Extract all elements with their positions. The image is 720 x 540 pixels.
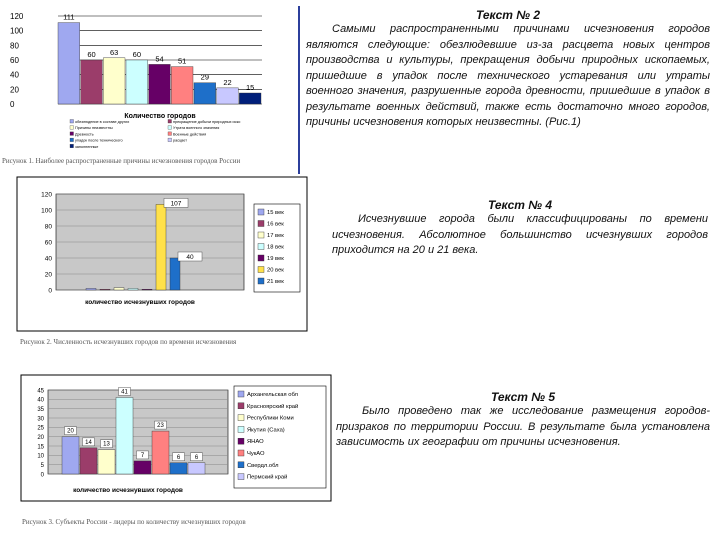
y-tick-label: 25 xyxy=(37,425,44,432)
figure-3 xyxy=(20,374,332,502)
y-tick-label: 80 xyxy=(44,223,52,231)
bar xyxy=(128,288,138,290)
figure-1 xyxy=(0,0,300,162)
caption-1: Рисунок 1. Наиболее распространенные причины исчезновения городов России xyxy=(2,157,241,165)
legend-label: 20 век xyxy=(267,267,284,274)
y-tick-label: 5 xyxy=(40,462,44,469)
y-tick-label: 20 xyxy=(44,271,52,279)
data-label: 23 xyxy=(157,423,164,430)
legend-swatch xyxy=(168,126,172,130)
bar xyxy=(134,461,151,474)
legend-swatch xyxy=(258,221,264,227)
legend-swatch xyxy=(238,438,244,444)
legend-swatch xyxy=(238,415,244,421)
bar xyxy=(188,463,205,474)
bar xyxy=(152,431,169,474)
legend-swatch xyxy=(238,462,244,468)
bar xyxy=(80,448,97,474)
y-tick-label: 0 xyxy=(10,100,15,109)
chart-2 xyxy=(16,176,308,332)
y-tick-label: 120 xyxy=(10,12,24,21)
data-label: 40 xyxy=(186,254,194,261)
legend-swatch xyxy=(238,450,244,456)
figure-2 xyxy=(16,176,308,332)
data-label: 107 xyxy=(170,200,182,208)
y-tick-label: 60 xyxy=(10,56,19,65)
legend-label: заполненные xyxy=(75,144,99,149)
text-2-body: Самыми распространенными причинами исчезновения городов являются следующие: обезлюдевшие из-за расцвета новых центров производства и культуры, прекращения добычи природных ископаемых, пришедшие в упадок после технического устаревания или утраты военного значения, разрушенные города древности, пришедшие в упадок в результате военных действий, также есть достаточно много городов, причины исчезновения которых неизвестны. (Рис.1) xyxy=(306,23,710,128)
bar xyxy=(217,88,239,104)
legend-label: Республики Коми xyxy=(247,415,294,422)
chart-1 xyxy=(0,0,300,162)
legend-swatch xyxy=(258,232,264,238)
legend-swatch xyxy=(70,126,74,130)
legend-label: Свердл.обл xyxy=(247,462,279,469)
y-tick-label: 40 xyxy=(37,397,44,404)
data-label: 13 xyxy=(103,441,110,448)
data-label: 6 xyxy=(194,454,199,461)
legend-label: 19 век xyxy=(267,256,284,262)
legend-label: 21 век xyxy=(267,279,284,285)
legend-label: Военные действия xyxy=(173,132,207,137)
y-tick-label: 10 xyxy=(37,453,44,460)
legend-frame xyxy=(234,386,326,488)
caption-3: Рисунок 3. Субъекты России - лидеры по количеству исчезнувших городов xyxy=(22,518,246,526)
y-tick-label: 100 xyxy=(41,207,52,215)
legend-swatch xyxy=(70,120,74,124)
legend-swatch xyxy=(70,138,74,142)
legend-label: ЧукАО xyxy=(247,451,265,457)
legend-label: обезлюдение в составе других xyxy=(75,120,130,124)
bar xyxy=(239,93,261,104)
legend-swatch xyxy=(258,209,264,215)
y-tick-label: 40 xyxy=(44,255,52,263)
text-4-title: Текст № 4 xyxy=(487,198,553,212)
bar xyxy=(114,288,124,290)
text-4-body: Исчезнувшие города были классифицированы по времени исчезновения. Абсолютное большинство исчезнувших городов приходится на 20 и 21 века. xyxy=(332,213,708,256)
legend-swatch xyxy=(168,132,172,136)
x-axis-title: количество исчезнувших городов xyxy=(85,299,195,306)
legend-swatch xyxy=(238,403,244,409)
legend-label: 18 век xyxy=(267,244,284,251)
text-2-title: Текст № 2 xyxy=(475,8,541,22)
y-tick-label: 0 xyxy=(40,472,44,479)
legend-label: Пермский край xyxy=(247,474,288,481)
bar xyxy=(86,288,96,290)
bar xyxy=(58,23,80,104)
y-tick-label: 120 xyxy=(41,191,52,199)
y-tick-label: 40 xyxy=(10,70,19,80)
y-tick-label: 45 xyxy=(37,388,44,395)
legend-swatch xyxy=(258,244,264,250)
legend-label: упадок после технического xyxy=(75,138,123,143)
legend-label: Утрата военного значения xyxy=(173,126,220,131)
y-tick-label: 80 xyxy=(10,41,19,51)
text-4-block xyxy=(332,198,708,259)
data-label: 111 xyxy=(63,12,75,22)
legend-label: Красноярский край xyxy=(247,403,299,410)
text-5-block xyxy=(336,390,710,451)
legend-swatch xyxy=(168,120,172,124)
bar xyxy=(126,60,148,104)
text-5-body: Было проведено так же исследование размещения городов-призраков по территории России. В результате была установлена зависимость их географии от причины исчезновения. xyxy=(336,405,710,448)
data-label: 54 xyxy=(155,54,164,64)
data-label: 14 xyxy=(85,439,92,446)
text-2-block xyxy=(306,8,710,131)
y-tick-label: 0 xyxy=(48,287,52,295)
text-5-title: Текст № 5 xyxy=(490,390,556,404)
bar xyxy=(62,437,79,474)
data-label: 51 xyxy=(177,56,187,66)
data-label: 29 xyxy=(200,72,210,82)
legend-label: Якутия (Саха) xyxy=(247,427,285,434)
bar xyxy=(194,83,216,104)
legend-label: 17 век xyxy=(267,233,284,239)
legend-swatch xyxy=(238,474,244,480)
bar xyxy=(116,397,133,474)
bar xyxy=(170,463,187,474)
bar xyxy=(100,289,110,290)
divider-rule-1 xyxy=(298,6,300,174)
legend-label: 16 век xyxy=(267,221,284,228)
y-tick-label: 20 xyxy=(37,434,44,441)
y-tick-label: 20 xyxy=(10,85,19,95)
legend-swatch xyxy=(258,255,264,261)
caption-2: Рисунок 2. Численность исчезнувших городов по времени исчезновения xyxy=(20,338,237,346)
legend-swatch xyxy=(258,278,264,284)
bar xyxy=(149,64,171,104)
x-axis-title: Количество городов xyxy=(124,113,196,120)
data-label: 15 xyxy=(245,83,255,92)
bar xyxy=(156,204,166,290)
data-label: 6 xyxy=(176,454,181,461)
data-label: 63 xyxy=(109,47,119,57)
data-label: 22 xyxy=(223,77,232,87)
data-label: 60 xyxy=(87,50,96,59)
legend-swatch xyxy=(70,132,74,136)
y-tick-label: 60 xyxy=(44,239,52,247)
chart-3 xyxy=(20,374,332,502)
y-tick-label: 100 xyxy=(10,26,24,36)
legend-swatch xyxy=(238,426,244,432)
data-label: 7 xyxy=(140,452,145,459)
bar xyxy=(171,67,193,104)
legend-swatch xyxy=(70,144,74,148)
legend-label: Древность xyxy=(75,132,94,137)
data-label: 60 xyxy=(132,50,142,59)
legend-label: Архангельская обл xyxy=(247,392,298,398)
x-axis-title: количество исчезнувших городов xyxy=(73,487,183,494)
bar xyxy=(81,60,103,104)
legend-swatch xyxy=(238,391,244,397)
legend-label: Причины неизвестны xyxy=(75,126,113,131)
y-tick-label: 15 xyxy=(37,444,44,451)
bar xyxy=(170,258,180,290)
bar xyxy=(103,58,125,104)
legend-label: расцвет xyxy=(173,138,187,143)
legend-label: прекращение добычи природных иско xyxy=(173,120,241,124)
y-tick-label: 30 xyxy=(37,416,44,423)
y-tick-label: 35 xyxy=(37,406,44,413)
legend-label: 15 век xyxy=(267,210,284,216)
legend-swatch xyxy=(258,267,264,273)
bar xyxy=(98,450,115,474)
legend-label: ЯНАО xyxy=(247,439,264,446)
data-label: 20 xyxy=(67,428,74,435)
data-label: 41 xyxy=(121,389,128,396)
legend-swatch xyxy=(168,138,172,142)
bar xyxy=(142,289,152,290)
